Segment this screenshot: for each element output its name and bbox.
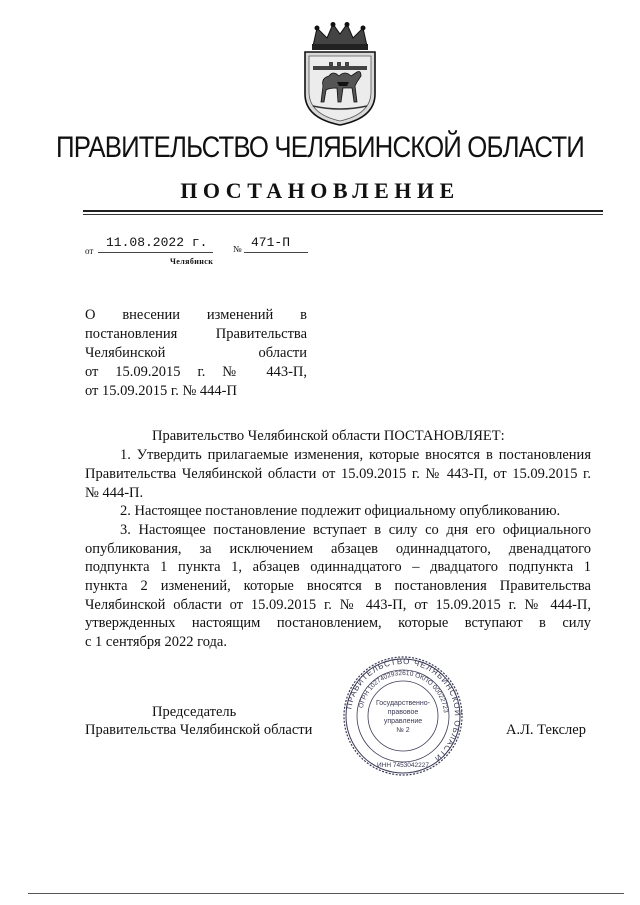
header-divider bbox=[83, 210, 603, 212]
date-underline bbox=[98, 252, 213, 253]
preamble: Правительство Челябинской области ПОСТАНОВЛЯЕТ: bbox=[152, 428, 505, 444]
seal-inn: ИНН 7453042227 bbox=[376, 762, 430, 769]
footer-divider bbox=[28, 893, 624, 894]
seal-center-line: № 2 bbox=[396, 727, 410, 734]
coat-of-arms-icon bbox=[299, 22, 381, 126]
body-line: пункта 2 изменений, которые вносятся в постановления Правительства bbox=[85, 578, 591, 594]
document-number: 471-П bbox=[251, 235, 291, 250]
body-line: 3. Настоящее постановление вступает в силу со дня его официального bbox=[120, 522, 591, 538]
signatory-title-line2: Правительства Челябинской области bbox=[85, 722, 313, 738]
document-date: 11.08.2022 г. bbox=[106, 235, 208, 250]
body-line: утвержденных настоящим постановлением, которые вступают в силу bbox=[85, 615, 591, 631]
seal-inner-text: ОГРН 1027402932610 ОКПО 00022723 bbox=[357, 669, 449, 714]
signatory-name: А.Л. Текслер bbox=[506, 722, 586, 738]
number-prefix: № bbox=[233, 244, 242, 254]
number-underline bbox=[244, 252, 308, 253]
signatory-title: Председатель bbox=[152, 704, 237, 720]
body-line: Правительства Челябинской области от 15.09.2015 г. № 443-П, от 15.09.2015 г. bbox=[85, 466, 591, 482]
subject-line: от 15.09.2015 г. № 443-П, bbox=[85, 364, 307, 380]
seal-center-line: правовое bbox=[387, 709, 419, 716]
date-prefix: от bbox=[85, 246, 94, 256]
city-label: Челябинск bbox=[170, 257, 214, 266]
body-line: 2. Настоящее постановление подлежит официальному опубликованию. bbox=[120, 503, 561, 519]
seal-center-line: управление bbox=[383, 718, 423, 725]
body-line: 1. Утвердить прилагаемые изменения, которые вносятся в постановления bbox=[120, 447, 591, 463]
government-title: ПРАВИТЕЛЬСТВО ЧЕЛЯБИНСКОЙ ОБЛАСТИ bbox=[56, 131, 584, 164]
seal-center-line: Государственно- bbox=[375, 700, 431, 707]
body-line: подпункта 1 пункта 1, абзацев одиннадцатого – двадцатого подпункта 1 bbox=[85, 559, 591, 575]
header-divider-thin bbox=[83, 214, 603, 215]
subject-line: постановления Правительства bbox=[85, 326, 307, 342]
document-type-heading: ПОСТАНОВЛЕНИЕ bbox=[180, 178, 460, 203]
seal-outer-text: ПРАВИТЕЛЬСТВО ЧЕЛЯБИНСКОЙ ОБЛАСТИ bbox=[344, 656, 463, 764]
subject-line: Челябинской области bbox=[85, 345, 307, 361]
body-line: № 444-П. bbox=[85, 485, 144, 501]
body-line: Челябинской области от 15.09.2015 г. № 443-П, от 15.09.2015 г. № 444-П, bbox=[85, 597, 591, 613]
subject-line: от 15.09.2015 г. № 444-П bbox=[85, 383, 237, 399]
subject-line: О внесении изменений в bbox=[85, 307, 307, 323]
body-line: с 1 сентября 2022 года. bbox=[85, 634, 227, 650]
body-line: опубликования, за исключением абзацев одиннадцатого, двенадцатого bbox=[85, 541, 591, 557]
official-seal bbox=[342, 655, 464, 777]
